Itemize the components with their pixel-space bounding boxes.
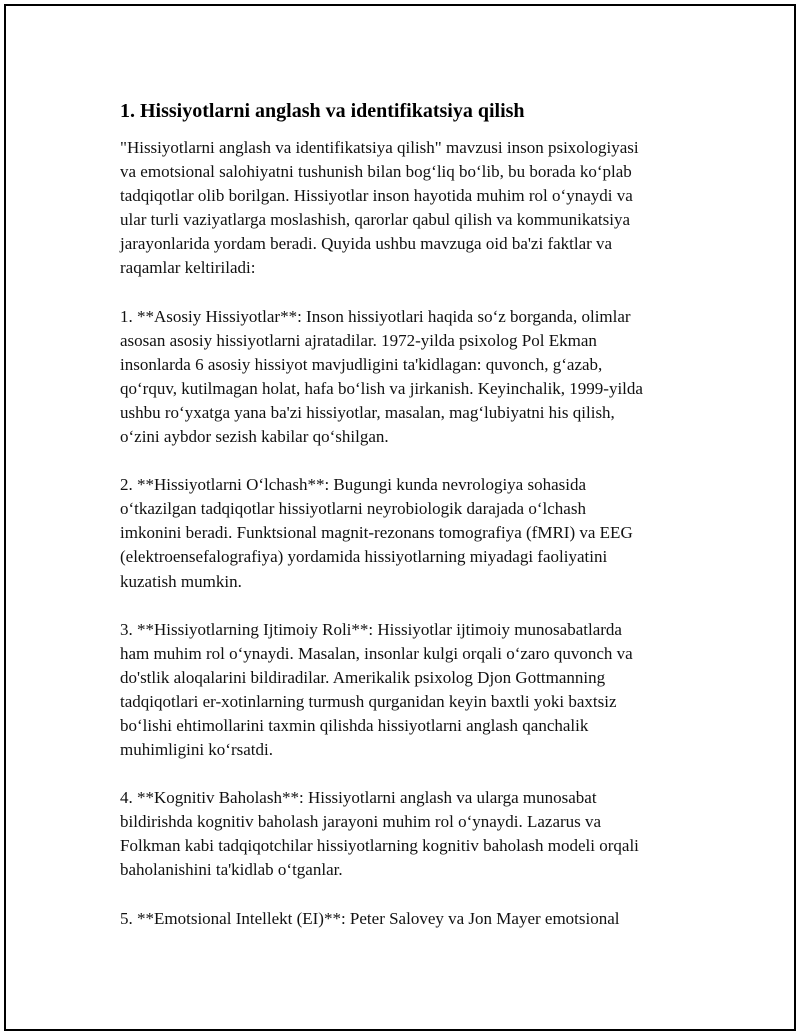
paragraph-social-role: 3. **Hissiyotlarning Ijtimoiy Roli**: Hissiyotlar ijtimoiy munosabatlarda ham muhim rol o‘ynaydi. Masalan, insonlar kulgi orqali o‘zaro quvonch va do'stlik aloqalarini bildiradilar. Amerikalik psixolog Djon Gottmanning tadqiqotlari er-xotinlarning turmush qurganidan keyin baxtli yoki baxtsiz bo‘lishi ehtimollarini taxmin qilishda hissiyotlarni anglash qanchalik muhimligini ko‘rsatdi. [120, 619, 633, 760]
paragraph-measuring-emotions: 2. **Hissiyotlarni O‘lchash**: Bugungi kunda nevrologiya sohasida o‘tkazilgan tadqiqotlar hissiyotlarni neyrobiologik darajada o‘lchash imkonini beradi. Funktsional magnit-rezonans tomografiya (fMRI) va EEG (elektroensefalografiya) yordamida hissiyotlarning miyadagi faoliyatini kuzatish mumkin. [120, 475, 633, 591]
document-content [120, 98, 692, 955]
document-heading: 1. Hissiyotlarni anglash va identifikatsiya qilish [120, 100, 525, 122]
paragraph-cognitive-appraisal: 4. **Kognitiv Baholash**: Hissiyotlarni anglash va ularga munosabat bildirishda kognitiv baholash jarayoni muhim rol o‘ynaydi. Lazarus va Folkman kabi tadqiqotchilar hissiyotlarning kognitiv baholash modeli orqali baholanishini ta'kidlab o‘tganlar. [120, 788, 639, 880]
paragraph-basic-emotions: 1. **Asosiy Hissiyotlar**: Inson hissiyotlari haqida so‘z borganda, olimlar asosan asosiy hissiyotlarni ajratadilar. 1972-yilda psixolog Pol Ekman insonlarda 6 asosiy hissiyot mavjudligini ta'kidlagan: quvonch, g‘azab, qo‘rquv, kutilmagan holat, hafa bo‘lish va jirkanish. Keyinchalik, 1999-yilda ushbu ro‘yxatga yana ba'zi hissiyotlar, masalan, mag‘lubiyatni his qilish, o‘zini aybdor sezish kabilar qo‘shilgan. [120, 306, 643, 447]
intro-paragraph: "Hissiyotlarni anglash va identifikatsiya qilish" mavzusi inson psixologiyasi va emotsional salohiyatni tushunish bilan bog‘liq bo‘lib, bu borada ko‘plab tadqiqotlar olib borilgan. Hissiyotlar inson hayotida muhim rol o‘ynaydi va ular turli vaziyatlarga moslashish, qarorlar qabul qilish va kommunikatsiya jarayonlarida yordam beradi. Quyida ushbu mavzuga oid ba'zi faktlar va raqamlar keltiriladi: [120, 138, 639, 278]
document-page [4, 4, 796, 1031]
paragraph-emotional-intelligence: 5. **Emotsional Intellekt (EI)**: Peter Salovey va Jon Mayer emotsional [120, 908, 620, 928]
